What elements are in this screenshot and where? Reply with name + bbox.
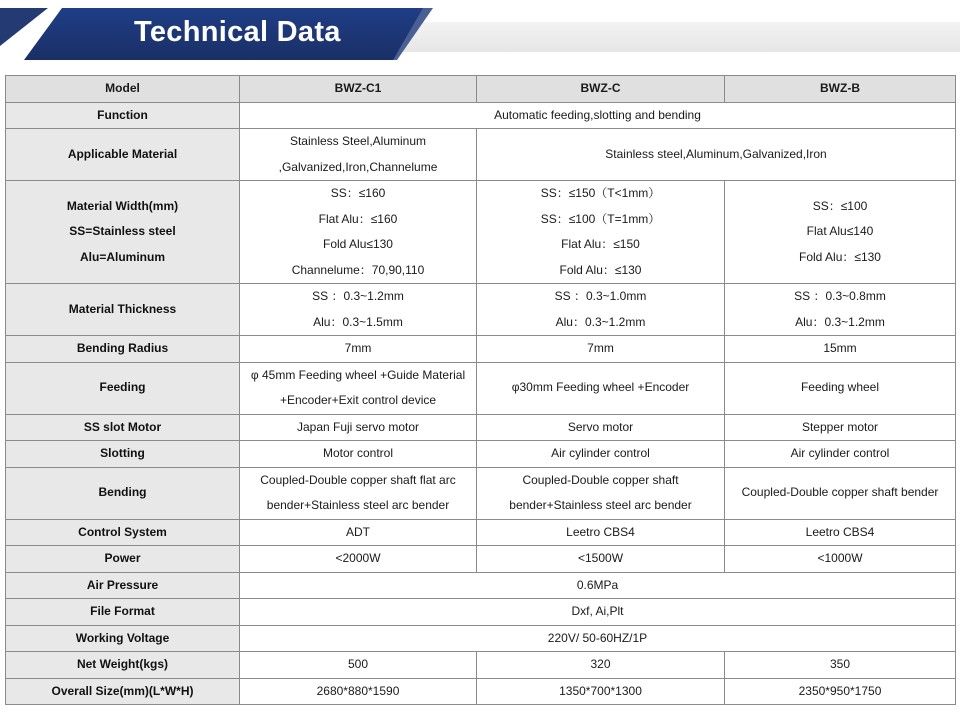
cell-value: Leetro CBS4 <box>477 519 725 546</box>
cell-line: Material Width(mm) <box>66 198 179 213</box>
row-label: Slotting <box>6 441 240 468</box>
table-row <box>6 414 956 441</box>
cell-value: 350 <box>725 652 956 679</box>
cell-value: 15mm <box>725 336 956 363</box>
cell-value: Air cylinder control <box>477 441 725 468</box>
row-label <box>6 181 240 284</box>
page-title: Technical Data <box>134 16 341 48</box>
cell-value <box>240 284 477 336</box>
row-label: Function <box>6 102 240 129</box>
row-label: Net Weight(kgs) <box>6 652 240 679</box>
technical-data-table <box>5 75 956 705</box>
cell-value: Motor control <box>240 441 477 468</box>
cell-line: Coupled-Double copper shaft <box>522 472 679 487</box>
row-label: Overall Size(mm)(L*W*H) <box>6 678 240 705</box>
cell-line: Alu：0.3~1.2mm <box>795 314 885 329</box>
table-row <box>6 599 956 626</box>
cell-line: ,Galvanized,Iron,Channelume <box>278 159 438 174</box>
cell-value: 220V/ 50-60HZ/1P <box>240 625 956 652</box>
header-bwz-c: BWZ-C <box>477 76 725 103</box>
cell-line: SS=Stainless steel <box>69 224 176 239</box>
cell-line: Flat Alu：≤160 <box>318 211 398 226</box>
cell-line: Flat Alu≤140 <box>806 224 874 239</box>
row-label: Applicable Material <box>6 129 240 181</box>
table-row <box>6 441 956 468</box>
cell-line: SS：≤160 <box>330 186 386 200</box>
table-row <box>6 519 956 546</box>
cell-value: Japan Fuji servo motor <box>240 414 477 441</box>
cell-value <box>477 181 725 284</box>
row-label: Power <box>6 546 240 573</box>
row-label: Bending <box>6 467 240 519</box>
cell-value: <1500W <box>477 546 725 573</box>
cell-value: φ30mm Feeding wheel +Encoder <box>477 362 725 414</box>
cell-value: 500 <box>240 652 477 679</box>
row-label: Working Voltage <box>6 625 240 652</box>
table-row <box>6 129 956 181</box>
row-label: Air Pressure <box>6 572 240 599</box>
table-row <box>6 652 956 679</box>
cell-value: 320 <box>477 652 725 679</box>
row-label: Control System <box>6 519 240 546</box>
cell-value: Air cylinder control <box>725 441 956 468</box>
cell-line: φ 45mm Feeding wheel +Guide Material <box>250 367 466 382</box>
cell-line: Flat Alu：≤150 <box>561 237 640 251</box>
table-header-row <box>6 76 956 103</box>
cell-line: Alu=Aluminum <box>79 249 165 264</box>
cell-value <box>725 284 956 336</box>
header-bwz-c1: BWZ-C1 <box>240 76 477 103</box>
cell-value: <1000W <box>725 546 956 573</box>
header-banner <box>0 0 960 62</box>
cell-line: bender+Stainless steel arc bender <box>266 498 450 512</box>
cell-value: 1350*700*1300 <box>477 678 725 705</box>
cell-value: 0.6MPa <box>240 572 956 599</box>
cell-line: Fold Alu：≤130 <box>799 249 881 264</box>
cell-value: 2350*950*1750 <box>725 678 956 705</box>
cell-value: 2680*880*1590 <box>240 678 477 705</box>
header-model: Model <box>6 76 240 103</box>
cell-line: bender+Stainless steel arc bender <box>509 498 692 512</box>
cell-value: ADT <box>240 519 477 546</box>
cell-value: Leetro CBS4 <box>725 519 956 546</box>
row-label: SS slot Motor <box>6 414 240 441</box>
cell-line: SS ：0.3~1.2mm <box>312 289 404 303</box>
cell-value: 7mm <box>240 336 477 363</box>
cell-value: Stainless steel,Aluminum,Galvanized,Iron <box>477 129 956 181</box>
cell-value: Dxf, Ai,Plt <box>240 599 956 626</box>
cell-line: Alu：0.3~1.5mm <box>313 314 403 329</box>
cell-line: Alu：0.3~1.2mm <box>555 314 646 329</box>
row-label: Bending Radius <box>6 336 240 363</box>
cell-value: Servo motor <box>477 414 725 441</box>
cell-line: Fold Alu≤130 <box>323 237 393 251</box>
cell-value <box>240 362 477 414</box>
cell-line: Stainless Steel,Aluminum <box>289 134 427 148</box>
cell-value: Stepper motor <box>725 414 956 441</box>
cell-value: 7mm <box>477 336 725 363</box>
row-label: Feeding <box>6 362 240 414</box>
table-row <box>6 678 956 705</box>
cell-value <box>240 181 477 284</box>
cell-line: SS：≤150（T<1mm） <box>540 186 661 200</box>
cell-value <box>477 467 725 519</box>
header-bwz-b: BWZ-B <box>725 76 956 103</box>
cell-value: Feeding wheel <box>725 362 956 414</box>
cell-value <box>477 284 725 336</box>
table-row <box>6 336 956 363</box>
table-row <box>6 467 956 519</box>
cell-line: SS：≤100 <box>812 198 868 213</box>
cell-line: Fold Alu：≤130 <box>559 262 642 277</box>
table-row <box>6 572 956 599</box>
cell-line: SS：≤100（T=1mm） <box>540 211 661 226</box>
table-row <box>6 102 956 129</box>
cell-line: SS ：0.3~1.0mm <box>554 289 647 303</box>
row-label: File Format <box>6 599 240 626</box>
table-row <box>6 625 956 652</box>
cell-value <box>725 181 956 284</box>
cell-line: Channelume：70,90,110 <box>291 262 425 277</box>
table-row <box>6 362 956 414</box>
cell-value: Automatic feeding,slotting and bending <box>240 102 956 129</box>
table-row <box>6 284 956 336</box>
cell-line: Coupled-Double copper shaft flat arc <box>260 472 456 487</box>
table-row <box>6 181 956 284</box>
cell-value <box>240 467 477 519</box>
cell-value: Coupled-Double copper shaft bender <box>725 467 956 519</box>
table-row <box>6 546 956 573</box>
cell-value: <2000W <box>240 546 477 573</box>
cell-value <box>240 129 477 181</box>
row-label: Material Thickness <box>6 284 240 336</box>
cell-line: SS ：0.3~0.8mm <box>794 289 886 303</box>
cell-line: +Encoder+Exit control device <box>279 393 437 407</box>
